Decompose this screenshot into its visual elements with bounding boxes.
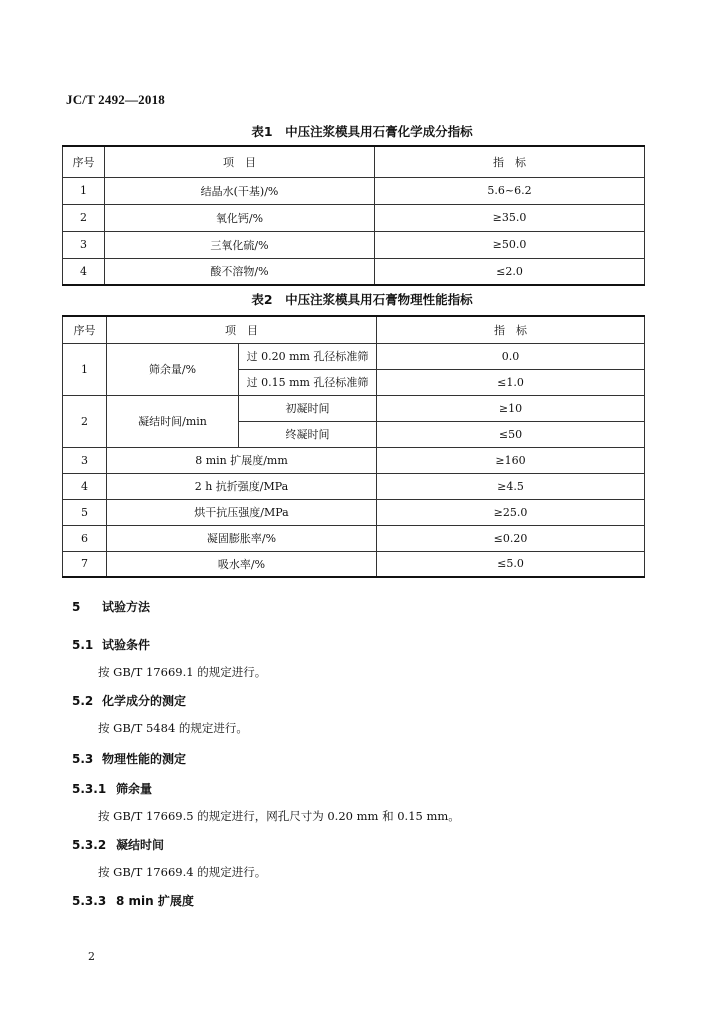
section-paragraph: 按 GB/T 17669.5 的规定进行，网孔尺寸为 0.20 mm 和 0.15 mm。 [98,809,460,823]
cell-item: 烘干抗压强度/MPa [107,499,377,525]
section-paragraph: 按 GB/T 17669.4 的规定进行。 [98,865,267,879]
table-row [63,447,645,473]
table-row [63,395,645,421]
cell-no: 5 [63,499,107,525]
table1-caption: 表1 中压注浆模具用石膏化学成分指标 [251,124,473,139]
page-number: 2 [88,950,95,963]
cell-no: 4 [63,258,105,285]
table-row [63,231,645,258]
section-paragraph: 按 GB/T 17669.1 的规定进行。 [98,665,267,679]
cell-subitem: 过 0.20 mm 孔径标准筛 [239,343,377,369]
cell-value: 0.0 [377,343,645,369]
section-number: 5 [72,600,81,614]
header-cell: 项 目 [107,316,377,343]
cell-item: 8 min 扩展度/mm [107,447,377,473]
cell-item: 凝固膨胀率/% [107,525,377,551]
cell-value: ≥160 [377,447,645,473]
section-number: 5.1 [72,638,94,652]
section-paragraph: 按 GB/T 5484 的规定进行。 [98,721,248,735]
section-number: 5.3 [72,752,94,766]
table-row [63,258,645,285]
table-row [63,177,645,204]
cell-value: ≥35.0 [375,204,645,231]
section-title: 试验方法 [102,600,151,614]
cell-no: 6 [63,525,107,551]
section-heading [72,836,164,853]
cell-item: 筛余量/% [107,343,239,395]
header-cell: 序号 [63,146,105,177]
cell-value: ≤50 [377,421,645,447]
cell-no: 1 [63,343,107,395]
cell-item: 2 h 抗折强度/MPa [107,473,377,499]
table-row [63,204,645,231]
cell-subitem: 初凝时间 [239,395,377,421]
section-heading [72,636,150,653]
cell-no: 1 [63,177,105,204]
cell-subitem: 终凝时间 [239,421,377,447]
cell-item: 吸水率/% [107,551,377,577]
table-header-row [63,146,645,177]
cell-no: 3 [63,231,105,258]
section-heading [72,598,150,615]
section-number: 5.2 [72,694,94,708]
cell-item: 酸不溶物/% [105,258,375,285]
cell-value: ≤1.0 [377,369,645,395]
cell-item: 氧化钙/% [105,204,375,231]
section-number: 5.3.1 [72,782,107,796]
cell-value: ≥4.5 [377,473,645,499]
cell-no: 4 [63,473,107,499]
section-title: 物理性能的测定 [102,752,187,766]
section-title: 8 min 扩展度 [116,894,194,908]
document-header: JC/T 2492—2018 [66,92,165,107]
table-header-row [63,316,645,343]
cell-item: 凝结时间/min [107,395,239,447]
cell-value: ≤0.20 [377,525,645,551]
cell-item: 结晶水(干基)/% [105,177,375,204]
cell-value: ≥25.0 [377,499,645,525]
physical-properties-table [62,315,645,578]
section-title: 试验条件 [102,638,151,652]
cell-value: ≤5.0 [377,551,645,577]
cell-no: 7 [63,551,107,577]
cell-value: ≤2.0 [375,258,645,285]
section-title: 筛余量 [116,782,153,796]
cell-item: 三氧化硫/% [105,231,375,258]
section-title: 凝结时间 [116,838,165,852]
table-row [63,499,645,525]
header-cell: 指 标 [375,146,645,177]
cell-value: ≥50.0 [375,231,645,258]
table-row [63,551,645,577]
header-cell: 指 标 [377,316,645,343]
section-heading [72,892,194,909]
table-row [63,473,645,499]
cell-value: 5.6~6.2 [375,177,645,204]
cell-value: ≥10 [377,395,645,421]
section-title: 化学成分的测定 [102,694,187,708]
cell-subitem: 过 0.15 mm 孔径标准筛 [239,369,377,395]
section-number: 5.3.3 [72,894,107,908]
header-cell: 序号 [63,316,107,343]
header-cell: 项 目 [105,146,375,177]
table-row [63,525,645,551]
table2-caption: 表2 中压注浆模具用石膏物理性能指标 [251,292,473,307]
chemical-composition-table [62,145,645,286]
cell-no: 2 [63,204,105,231]
table-row [63,343,645,369]
cell-no: 2 [63,395,107,447]
cell-no: 3 [63,447,107,473]
section-heading [72,780,152,797]
section-heading [72,692,186,709]
section-number: 5.3.2 [72,838,107,852]
section-heading [72,750,186,767]
